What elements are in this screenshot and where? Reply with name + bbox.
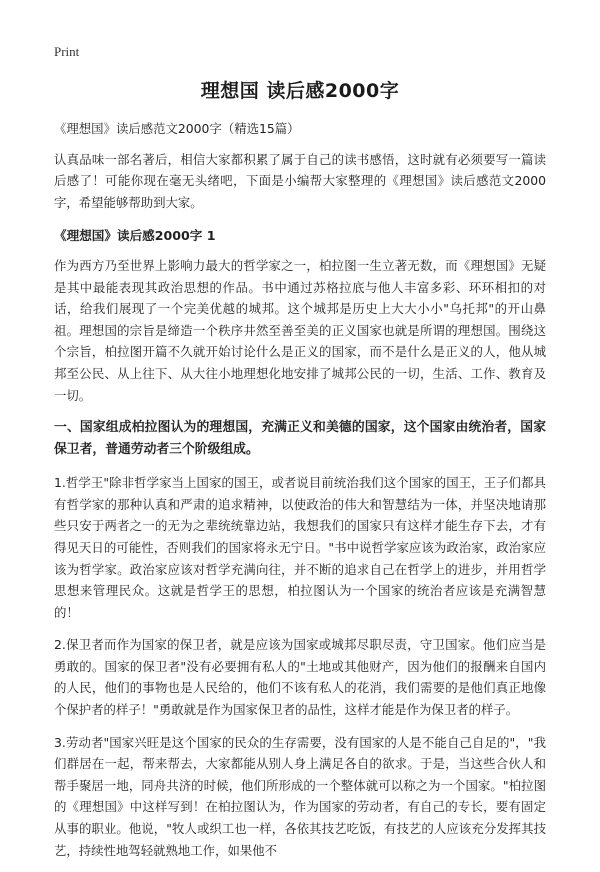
article-subtitle: 《理想国》读后感范文2000字（精选15篇） — [54, 121, 300, 136]
page-title: 理想国 读后感2000字 — [200, 80, 400, 102]
bold-heading-state-composition: 一、国家组成柏拉图认为的理想国，充满正义和美德的国家，这个国家由统治者，国家保卫者，普通劳动者三个阶级组成。 — [54, 420, 546, 458]
point-laborers: 3.劳动者"国家兴旺是这个国家的民众的生存需要，没有国家的人是不能自己自足的"，"我们群居在一起，帮来帮去，大家都能从别人身上满足各自的欲求。于是，当这些合伙人和帮手聚居一地，同舟共济的时候，他们所形成的一个整体就可以称之为一个国家。"柏拉图的《理想国》中这样写到！在柏拉图认为，作为国家的劳动者，有自己的专长，要有固定从事的职业。他说，"牧人或织工也一样，各依其技艺吃饭，有技艺的人应该充分发挥其技艺，持续性地驾轻就熟地工作，如果他不 — [54, 734, 546, 858]
paragraph-1: 作为西方乃至世界上影响力最大的哲学家之一，柏拉图一生立著无数，而《理想国》无疑是其中最能表现其政治思想的作品。书中通过苏格拉底与他人丰富多彩、环环相扣的对话，给我们展现了一个完美优越的城邦。这个城邦是历史上大大小小"乌托邦"的开山鼻祖。理想国的宗旨是缔造一个秩序井然至善至美的正义国家也就是所谓的理想国。围绕这个宗旨，柏拉图开篇不久就开始讨论什么是正义的国家，而不是什么是正义的人，他从城邦至公民、从上往下、从大往小地理想化地安排了城邦公民的一切，生活、工作、教育及一切。 — [54, 257, 546, 403]
print-label[interactable]: Print — [54, 44, 80, 59]
intro-paragraph: 认真品味一部名著后，相信大家都积累了属于自己的读书感悟，这时就有必须要写一篇读后感了！可能你现在毫无头绪吧，下面是小编帮大家整理的《理想国》读后感范文2000字，希望能够帮助到大家。 — [54, 151, 546, 210]
point-philosopher-king: 1.哲学王"除非哲学家当上国家的国王，或者说目前统治我们这个国家的国王，王子们都具有哲学家的那种认真和严肃的追求精神，以使政治的伟大和智慧结为一体，并坚决地请那些只安于两者之一的无为之辈统统靠边站，我想我们的国家只有这样才能生存下去，才有得见天日的可能性，否则我们的国家将永无宁日。"书中说哲学家应该为政治家，政治家应该为哲学家。政治家应该对哲学充满向往，并不断的追求自己在哲学上的进步，并用哲学思想来管理民众。这就是哲学王的思想，柏拉图认为一个国家的统治者应该是充满智慧的！ — [54, 475, 546, 620]
article-body — [54, 118, 546, 872]
point-guardians: 2.保卫者而作为国家的保卫者，就是应该为国家或城邦尽职尽责，守卫国家。他们应当是勇敢的。国家的保卫者"没有必要拥有私人的"土地或其他财产，因为他们的报酬来自国内的人民，他们的事物也是人民给的，他们不该有私人的花消，我们需要的是他们真正地像个保护者的样子！"勇敢就是作为国家保卫者的品性，这样才能是作为保卫者的样子。 — [54, 637, 546, 718]
section-heading: 《理想国》读后感2000字 1 — [54, 228, 216, 244]
